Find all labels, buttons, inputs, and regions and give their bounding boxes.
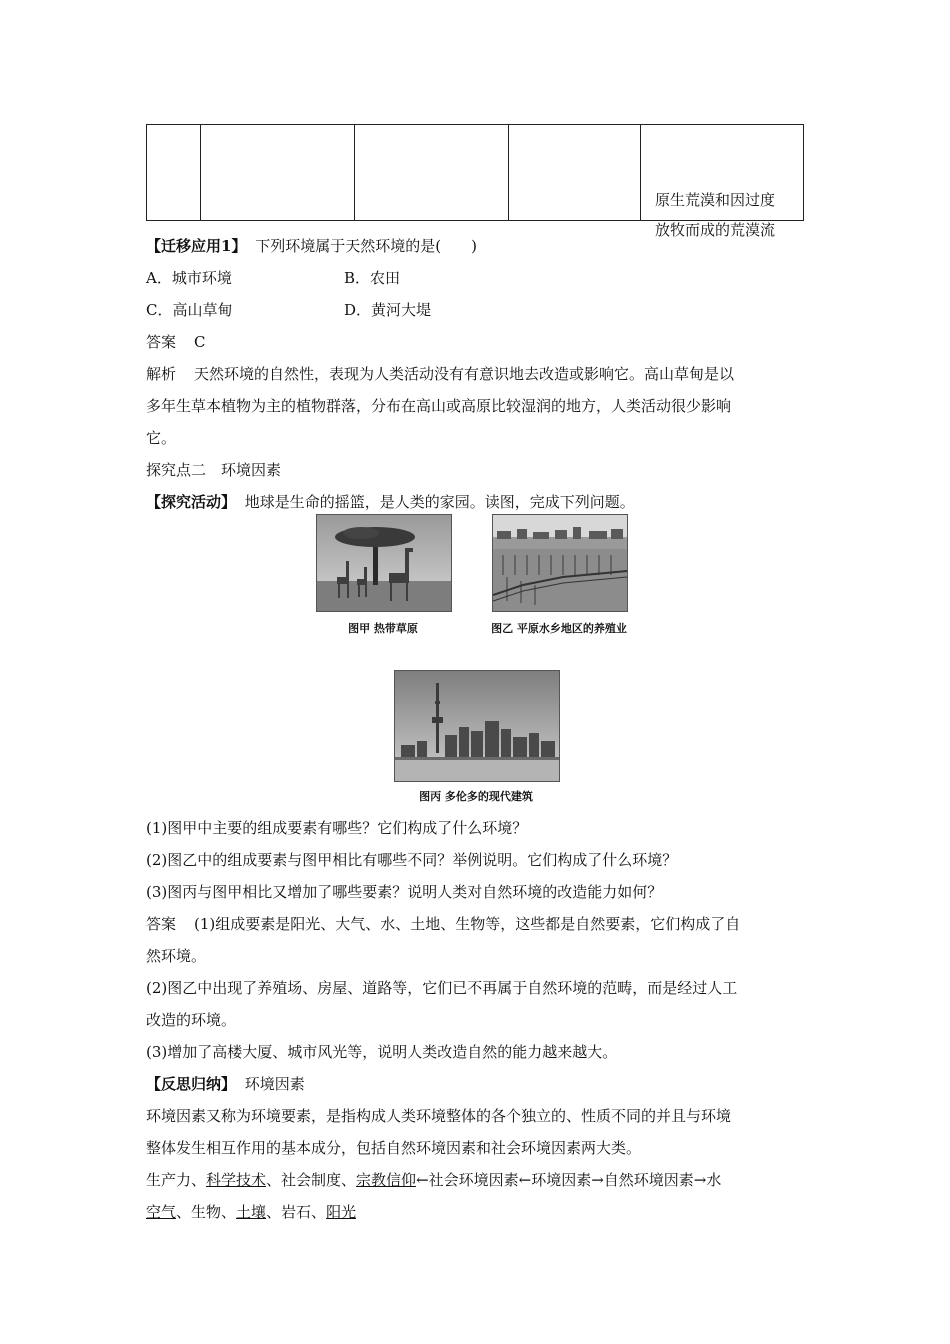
question-1: (1)图甲中主要的组成要素有哪些？它们构成了什么环境？ bbox=[146, 819, 528, 837]
q1-options-row2 bbox=[146, 300, 431, 320]
reflection-heading bbox=[146, 1074, 305, 1094]
reflection-text: 整体发生相互作用的基本成分，包括自然环境因素和社会环境因素两大类。 bbox=[146, 1139, 642, 1157]
option-c: C．高山草甸 bbox=[146, 301, 233, 319]
cell-line: 原生荒漠和因过度 bbox=[655, 191, 776, 209]
chain-blank: 土壤 bbox=[236, 1203, 267, 1221]
chain-text: ←社会环境因素←环境因素→自然环境因素→水 bbox=[416, 1171, 722, 1189]
answer-text: 改造的环境。 bbox=[146, 1011, 237, 1029]
reflection-text: 环境因素又称为环境要素，是指构成人类环境整体的各个独立的、性质不同的并且与环境 bbox=[146, 1107, 732, 1125]
q1-question-line bbox=[146, 236, 477, 256]
chain-blank: 科学技术 bbox=[206, 1171, 267, 1189]
q1-analysis-line bbox=[146, 364, 734, 384]
table-cell bbox=[509, 125, 641, 221]
table-cell-desert bbox=[641, 125, 804, 239]
analysis-label: 解析 bbox=[146, 365, 177, 383]
question-3: (3)图丙与图甲相比又增加了哪些要素？说明人类对自然环境的改造能力如何？ bbox=[146, 883, 663, 901]
answer-value: C bbox=[194, 333, 206, 351]
q1-options-row1 bbox=[146, 268, 400, 288]
section-title: 探究点二 环境因素 bbox=[146, 461, 282, 479]
figure-caption-a: 图甲 热带草原 bbox=[348, 622, 418, 635]
figure-caption-b: 图乙 平原水乡地区的养殖业 bbox=[491, 622, 627, 635]
chain-blank: 阳光 bbox=[326, 1203, 357, 1221]
savanna-photo bbox=[316, 514, 452, 612]
figure-caption-c: 图丙 多伦多的现代建筑 bbox=[419, 790, 533, 803]
chain-text: 、岩石、 bbox=[266, 1203, 327, 1221]
question-2: (2)图乙中的组成要素与图甲相比有哪些不同？举例说明。它们构成了什么环境？ bbox=[146, 851, 678, 869]
table-cell bbox=[147, 125, 201, 221]
factor-chain-line bbox=[146, 1170, 721, 1190]
q1-question: 下列环境属于天然环境的是( ) bbox=[255, 237, 477, 255]
answer-label: 答案 bbox=[146, 333, 177, 351]
q1-answer bbox=[146, 332, 206, 352]
analysis-text: 多年生草本植物为主的植物群落，分布在高山或高原比较湿润的地方，人类活动很少影响 bbox=[146, 397, 732, 415]
option-b: B．农田 bbox=[344, 269, 401, 287]
chain-text: 生产力、 bbox=[146, 1171, 207, 1189]
reflection-title: 环境因素 bbox=[244, 1075, 305, 1093]
aquaculture-photo bbox=[492, 514, 628, 612]
chain-text: 、社会制度、 bbox=[266, 1171, 357, 1189]
analysis-text: 它。 bbox=[146, 429, 177, 447]
chain-blank: 空气 bbox=[146, 1203, 177, 1221]
q1-tag: 【迁移应用1】 bbox=[146, 237, 247, 255]
table-cell-text bbox=[655, 185, 815, 245]
table-cell bbox=[201, 125, 355, 221]
answer-text: 然环境。 bbox=[146, 947, 207, 965]
factor-chain-line-2 bbox=[146, 1202, 356, 1222]
answer-text: (3)增加了高楼大厦、城市风光等，说明人类改造自然的能力越来越大。 bbox=[146, 1043, 618, 1061]
option-a: A．城市环境 bbox=[146, 269, 232, 287]
reflection-tag: 【反思归纳】 bbox=[146, 1075, 237, 1093]
table-cell bbox=[355, 125, 509, 221]
answer-text: (2)图乙中出现了养殖场、房屋、道路等，它们已不再属于自然环境的范畴，而是经过人工 bbox=[146, 979, 738, 997]
activity-line bbox=[146, 492, 635, 512]
answer-1-line bbox=[146, 914, 740, 934]
cell-line: 放牧而成的荒漠流 bbox=[655, 221, 776, 239]
option-d: D．黄河大堤 bbox=[344, 301, 432, 319]
toronto-skyline-photo bbox=[394, 670, 560, 782]
chain-blank: 宗教信仰 bbox=[356, 1171, 417, 1189]
analysis-text: 天然环境的自然性，表现为人类活动没有有意识地去改造或影响它。高山草甸是以 bbox=[194, 365, 735, 383]
answer-text: (1)组成要素是阳光、大气、水、土地、生物等，这些都是自然要素，它们构成了自 bbox=[194, 915, 741, 933]
activity-tag: 【探究活动】 bbox=[146, 493, 237, 511]
chain-text: 、生物、 bbox=[176, 1203, 237, 1221]
activity-text: 地球是生命的摇篮，是人类的家园。读图，完成下列问题。 bbox=[244, 493, 635, 511]
element-table bbox=[146, 124, 804, 239]
answer-label: 答案 bbox=[146, 915, 177, 933]
